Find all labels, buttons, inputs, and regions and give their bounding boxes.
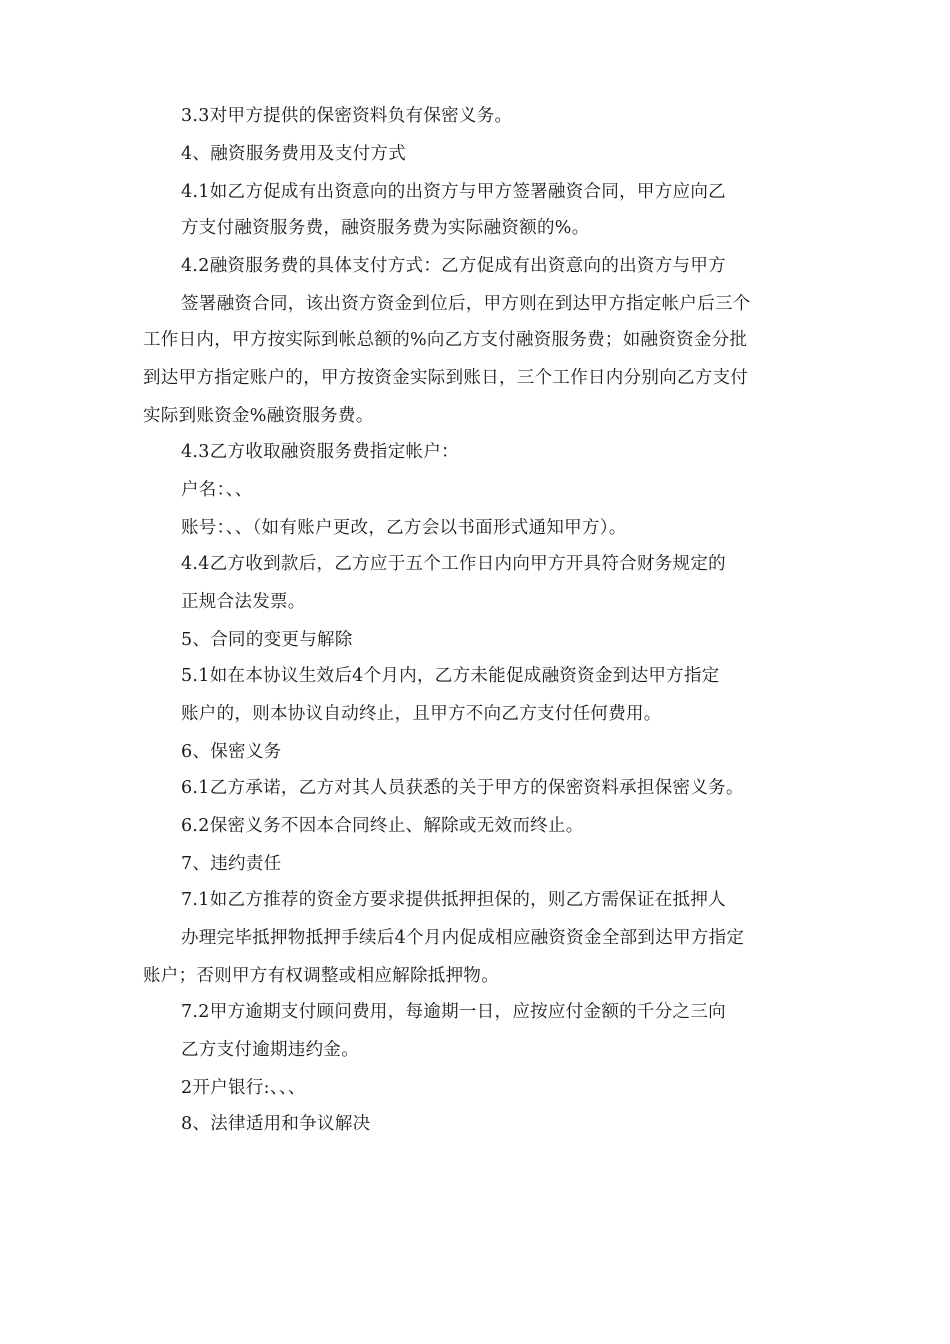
clause-4-2-cont-4: 实际到账资金%融资服务费。 xyxy=(143,406,374,426)
clause-4-1-cont: 方支付融资服务费，融资服务费为实际融资额的%。 xyxy=(181,218,590,238)
clause-3-3: 3.3对甲方提供的保密资料负有保密义务。 xyxy=(181,106,513,126)
clause-7-2-cont: 乙方支付逾期违约金。 xyxy=(181,1040,359,1060)
clause-6-1: 6.1乙方承诺，乙方对其人员获悉的关于甲方的保密资料承担保密义务。 xyxy=(181,778,744,798)
clause-7-1-cont-1: 办理完毕抵押物抵押手续后4个月内促成相应融资资金全部到达甲方指定 xyxy=(181,928,745,948)
account-number: 账号：、、（如有账户更改，乙方会以书面形式通知甲方）。 xyxy=(181,518,627,538)
section-7-heading: 7、违约责任 xyxy=(181,854,282,874)
section-6-heading: 6、保密义务 xyxy=(181,742,282,762)
clause-4-3: 4.3乙方收取融资服务费指定帐户： xyxy=(181,442,459,462)
clause-4-4-cont: 正规合法发票。 xyxy=(181,592,306,612)
section-4-heading: 4、融资服务费用及支付方式 xyxy=(181,144,407,164)
account-name: 户名：、、 xyxy=(181,480,253,500)
clause-6-2: 6.2保密义务不因本合同终止、解除或无效而终止。 xyxy=(181,816,584,836)
clause-4-2-cont-2: 工作日内，甲方按实际到帐总额的%向乙方支付融资服务费；如融资资金分批 xyxy=(143,330,748,350)
section-5-heading: 5、合同的变更与解除 xyxy=(181,630,353,650)
clause-5-1: 5.1如在本协议生效后4个月内，乙方未能促成融资资金到达甲方指定 xyxy=(181,666,720,686)
clause-4-1: 4.1如乙方促成有出资意向的出资方与甲方签署融资合同，甲方应向乙 xyxy=(181,182,726,202)
bank-line: 2开户银行:、、、 xyxy=(181,1078,306,1098)
clause-7-1-cont-2: 账户；否则甲方有权调整或相应解除抵押物。 xyxy=(143,966,499,986)
clause-7-2: 7.2甲方逾期支付顾问费用，每逾期一日，应按应付金额的千分之三向 xyxy=(181,1002,726,1022)
clause-5-1-cont: 账户的，则本协议自动终止，且甲方不向乙方支付任何费用。 xyxy=(181,704,662,724)
clause-4-4: 4.4乙方收到款后，乙方应于五个工作日内向甲方开具符合财务规定的 xyxy=(181,554,726,574)
section-8-heading: 8、法律适用和争议解决 xyxy=(181,1114,371,1134)
clause-4-2: 4.2融资服务费的具体支付方式：乙方促成有出资意向的出资方与甲方 xyxy=(181,256,726,276)
clause-7-1: 7.1如乙方推荐的资金方要求提供抵押担保的，则乙方需保证在抵押人 xyxy=(181,890,726,910)
clause-4-2-cont-1: 签署融资合同，该出资方资金到位后，甲方则在到达甲方指定帐户后三个 xyxy=(181,294,751,314)
clause-4-2-cont-3: 到达甲方指定账户的，甲方按资金实际到账日，三个工作日内分别向乙方支付 xyxy=(143,368,749,388)
